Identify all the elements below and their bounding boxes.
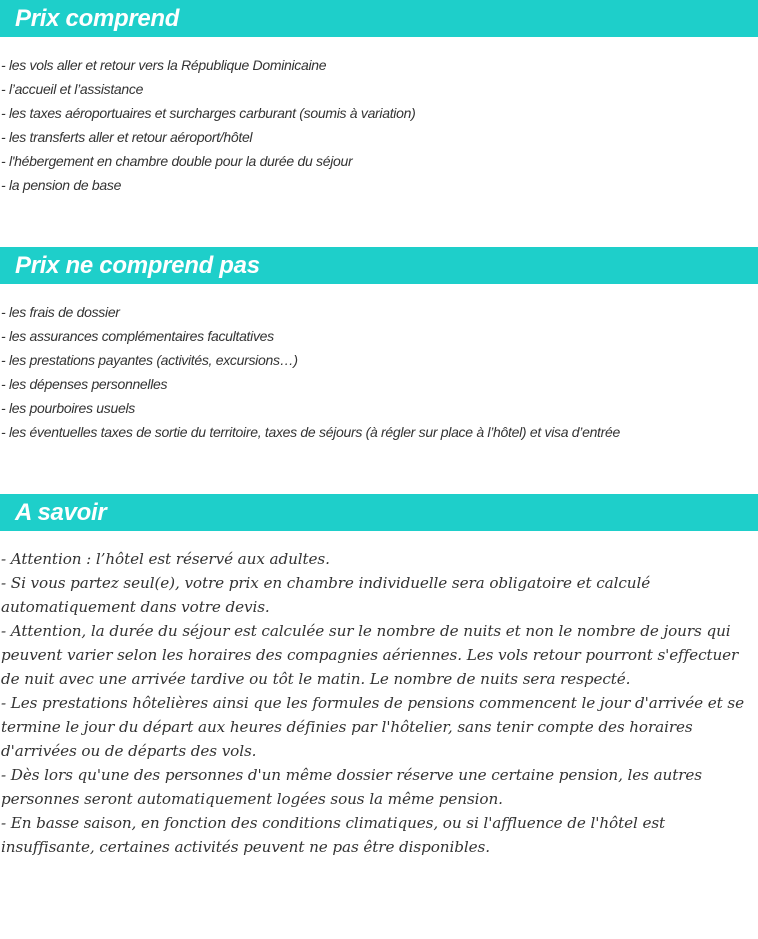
list-item: - Les prestations hôtelières ainsi que les formules de pensions commencent le jour d'arrivée et se termine le jour du départ aux heures définies par l'hôtelier, sans tenir compte des horaires d'arrivées ou de départs des vols.	[1, 694, 744, 760]
prix-ne-comprend-pas-header: Prix ne comprend pas	[0, 247, 758, 284]
list-item: - Attention, la durée du séjour est calculée sur le nombre de nuits et non le nombre de jours qui peuvent varier selon les horaires des compagnies aériennes. Les vols retour pourront s'effectuer de nuit avec une arrivée tardive ou tôt le matin. Le nombre de nuits sera respecté.	[1, 622, 739, 688]
list-item: - les taxes aéroportuaires et surcharges carburant (soumis à variation)	[1, 105, 416, 121]
list-item: - les dépenses personnelles	[1, 376, 168, 392]
list-item: - l’accueil et l’assistance	[1, 81, 144, 97]
list-item: - les éventuelles taxes de sortie du territoire, taxes de séjours (à régler sur place à l’hôtel) et visa d’entrée	[1, 424, 620, 440]
list-item: - les vols aller et retour vers la République Dominicaine	[1, 57, 327, 73]
list-item: - Dès lors qu'une des personnes d'un même dossier réserve une certaine pension, les autres personnes seront automatiquement logées sous la même pension.	[1, 766, 702, 808]
prix-ne-comprend-pas-list	[1, 300, 758, 444]
prix-comprend-header: Prix comprend	[0, 0, 758, 37]
list-item: - la pension de base	[1, 177, 122, 193]
list-item: - les assurances complémentaires facultatives	[1, 328, 274, 344]
a-savoir-list	[1, 547, 758, 859]
list-item: - En basse saison, en fonction des conditions climatiques, ou si l'affluence de l'hôtel est insuffisante, certaines activités peuvent ne pas être disponibles.	[1, 814, 666, 856]
list-item: - les frais de dossier	[1, 304, 120, 320]
list-item: - les transferts aller et retour aéroport/hôtel	[1, 129, 253, 145]
list-item: - les pourboires usuels	[1, 400, 135, 416]
list-item: - Si vous partez seul(e), votre prix en chambre individuelle sera obligatoire et calculé automatiquement dans votre devis.	[1, 574, 651, 616]
list-item: - l'hébergement en chambre double pour la durée du séjour	[1, 153, 353, 169]
a-savoir-header: A savoir	[0, 494, 758, 531]
list-item: - Attention : l’hôtel est réservé aux adultes.	[1, 550, 330, 568]
prix-comprend-list	[1, 53, 758, 197]
list-item: - les prestations payantes (activités, excursions…)	[1, 352, 298, 368]
